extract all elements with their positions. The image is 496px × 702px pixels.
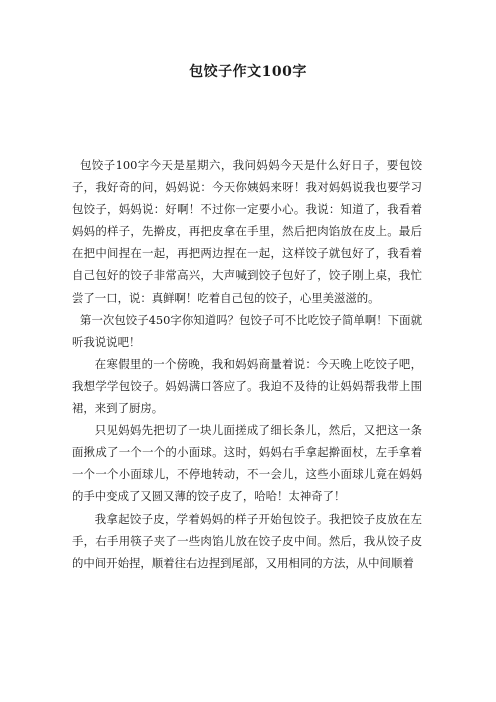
- paragraph-4: 只见妈妈先把切了一块儿面搓成了细长条儿，然后，又把这一条面揪成了一个一个的小面球。这时，妈妈右手拿起擀面杖，左手拿着一个一个小面球儿，不停地转动，不一会儿，这些小面球儿竟在妈妈的手中变成了又圆又薄的饺子皮了，哈哈！太神奇了！: [72, 423, 422, 504]
- paragraph-2: 第一次包饺子450字你知道吗？包饺子可不比吃饺子简单啊！下面就听我说说吧！: [72, 312, 422, 349]
- paragraph-1: 包饺子100字今天是星期六，我问妈妈今天是什么好日子，要包饺子，我好奇的问，妈妈说：今天你姨妈来呀！我对妈妈说我也要学习包饺子，妈妈说：好啊！不过你一定要小心。我说：知道了，我看着妈妈的样子，先擀皮，再把皮拿在手里，然后把肉馅放在皮上。最后在把中间捏在一起，再把两边捏在一起，这样饺子就包好了，我看着自己包好的饺子非常高兴，大声喊到饺子包好了，饺子刚上桌，我忙尝了一口，说：真鲜啊！吃着自己包的饺子，心里美滋滋的。: [72, 158, 422, 305]
- paragraph-3: 在寒假里的一个傍晚，我和妈妈商量着说：今天晚上吃饺子吧，我想学学包饺子。妈妈满口答应了。我迫不及待的让妈妈帮我带上围裙，来到了厨房。: [72, 356, 422, 416]
- document-title: 包饺子作文100字: [189, 64, 307, 80]
- paragraph-5: 我拿起饺子皮，学着妈妈的样子开始包饺子。我把饺子皮放在左手，右手用筷子夹了一些肉馅儿放在饺子皮中间。然后，我从饺子皮的中间开始捏，顺着往右边捏到尾部，又用相同的方法，从中间顺着: [72, 511, 422, 570]
- document-body: [72, 154, 422, 574]
